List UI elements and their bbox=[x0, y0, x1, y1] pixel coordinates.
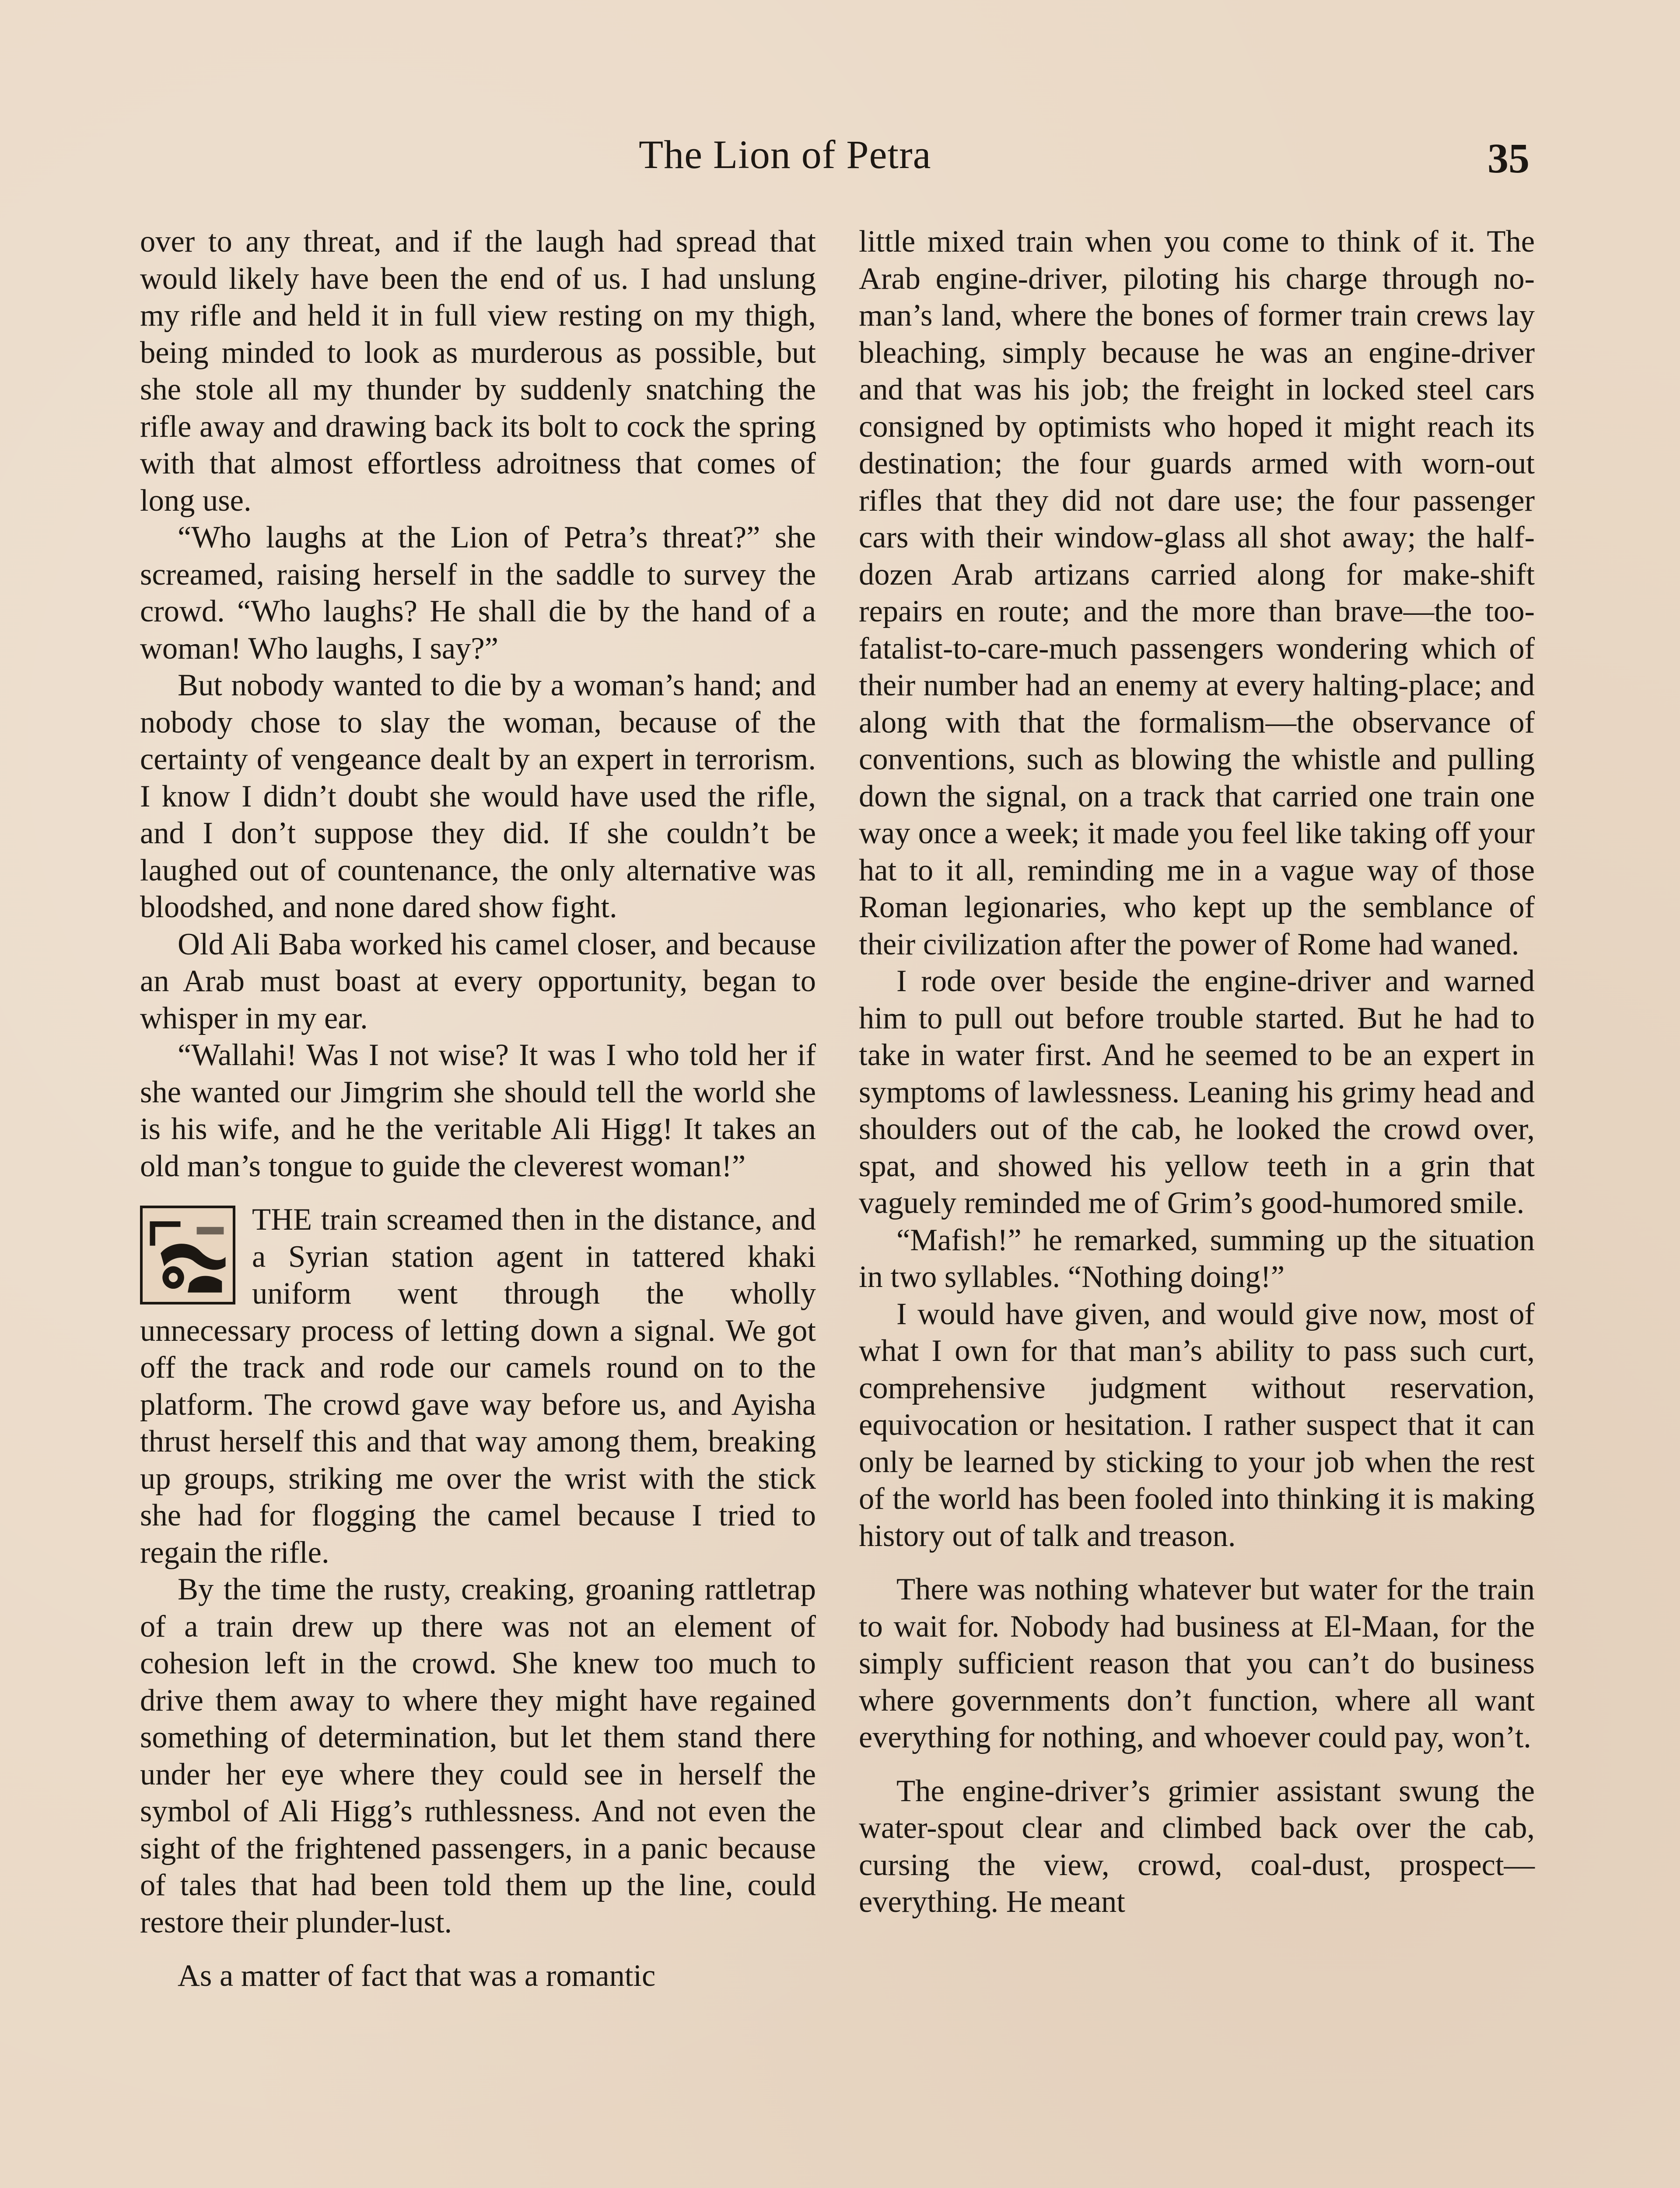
paragraph: There was nothing whatever but water for the train to wait for. Nobody had business at El-Maan, for the simply sufficient reason that you can’t do business where governments don’t function, where all want everything for nothing, and whoever could pay, won’t. bbox=[859, 1572, 1535, 1754]
paragraph: over to any threat, and if the laugh had spread that would likely have been the end of us. I had unslung my rifle and held it in full view resting on my thigh, being minded to look as murderous as possible, but she stole all my thunder by suddenly snatching the rifle away and drawing back its bolt to cock the spring with that almost effortless adroitness that comes of long use. bbox=[140, 224, 816, 518]
paragraph: “Wallahi! Was I not wise? It was I who told her if she wanted our Jimgrim she should tell the world she is his wife, and he the veritable Ali Higg! It takes an old man’s tongue to guide the cleverest woman!” bbox=[140, 1038, 816, 1183]
right-column bbox=[859, 223, 1535, 1921]
paragraph: “Mafish!” he remarked, summing up the situation in two syllables. “Nothing doing!” bbox=[859, 1223, 1535, 1294]
paragraph: The engine-driver’s grimier assistant swung the water-spout clear and climbed back over the cab, cursing the view, crowd, coal-dust, prospect—everything. He meant bbox=[859, 1774, 1535, 1919]
ornamental-drop-cap-icon bbox=[140, 1206, 235, 1304]
page-number: 35 bbox=[1488, 135, 1530, 182]
paragraph: little mixed train when you come to think of it. The Arab engine-driver, piloting his charge through no-man’s land, where the bones of former train crews lay bleaching, simply because he was an engine-driver and that was his job; the freight in locked steel cars consigned by optimists who hoped it might reach its destination; the four guards armed with worn-out rifles that they did not dare use; the four passenger cars with their window-glass all shot away; the half-dozen Arab artizans carried along for make-shift repairs en route; and the more than brave—the too-fatalist-to-care-much passengers wondering which of their number had an enemy at every halting-place; and along with that the formalism—the observance of conventions, such as blowing the whistle and pulling down the signal, on a track that carried one train one way once a week; it made you feel like taking off your hat to it all, reminding me in a vague way of those Roman legionaries, who kept up the semblance of their civilization after the power of Rome had waned. bbox=[859, 224, 1535, 961]
paragraph: Old Ali Baba worked his camel closer, and because an Arab must boast at every opportunity, began to whisper in my ear. bbox=[140, 927, 816, 1035]
left-column bbox=[140, 223, 816, 1995]
paragraph: I rode over beside the engine-driver and warned him to pull out before trouble started. But he had to take in water first. And he seemed to be an expert in symptoms of lawlessness. Leaning his grimy head and shoulders out of the cab, he looked the crowd over, spat, and showed his yellow teeth in a grin that vaguely reminded me of Grim’s good-humored smile. bbox=[859, 964, 1535, 1220]
paragraph: THE train screamed then in the distance, and a Syrian station agent in tattered khaki uniform went through the wholly unnecessary process of letting down a signal. We got off the track and rode our camels round on to the platform. The crowd gave way before us, and Ayisha thrust herself this and that way among them, breaking up groups, striking me over the wrist with the stick she had for flogging the camel because I tried to regain the rifle. bbox=[140, 1203, 816, 1570]
running-head bbox=[0, 131, 1680, 184]
paragraph: “Who laughs at the Lion of Petra’s threat?” she screamed, raising herself in the saddle to survey the crowd. “Who laughs? He shall die by the hand of a woman! Who laughs, I say?” bbox=[140, 520, 816, 666]
running-title: The Lion of Petra bbox=[639, 132, 931, 177]
paragraph: I would have given, and would give now, most of what I own for that man’s ability to pass such curt, comprehensive judgment without reservation, equivocation or hesitation. I rather suspect that it can only be learned by sticking to your job when the rest of the world has been fooled into thinking it is making history out of talk and treason. bbox=[859, 1297, 1535, 1553]
paragraph: By the time the rusty, creaking, groaning rattletrap of a train drew up there was not an element of cohesion left in the crowd. She knew too much to drive them away to where they might have regained something of determination, but let them stand there under her eye where they could see in herself the symbol of Ali Higg’s ruthlessness. And not even the sight of the frightened passengers, in a panic because of tales that had been told them up the line, could restore their plunder-lust. bbox=[140, 1572, 816, 1939]
paragraph: But nobody wanted to die by a woman’s hand; and nobody chose to slay the woman, because of the certainty of vengeance dealt by an expert in terrorism. I know I didn’t doubt she would have used the rifle, and I don’t suppose they did. If she couldn’t be laughed out of countenance, the only alternative was bloodshed, and none dared show fight. bbox=[140, 668, 816, 924]
paragraph: As a matter of fact that was a romantic bbox=[178, 1959, 656, 1993]
